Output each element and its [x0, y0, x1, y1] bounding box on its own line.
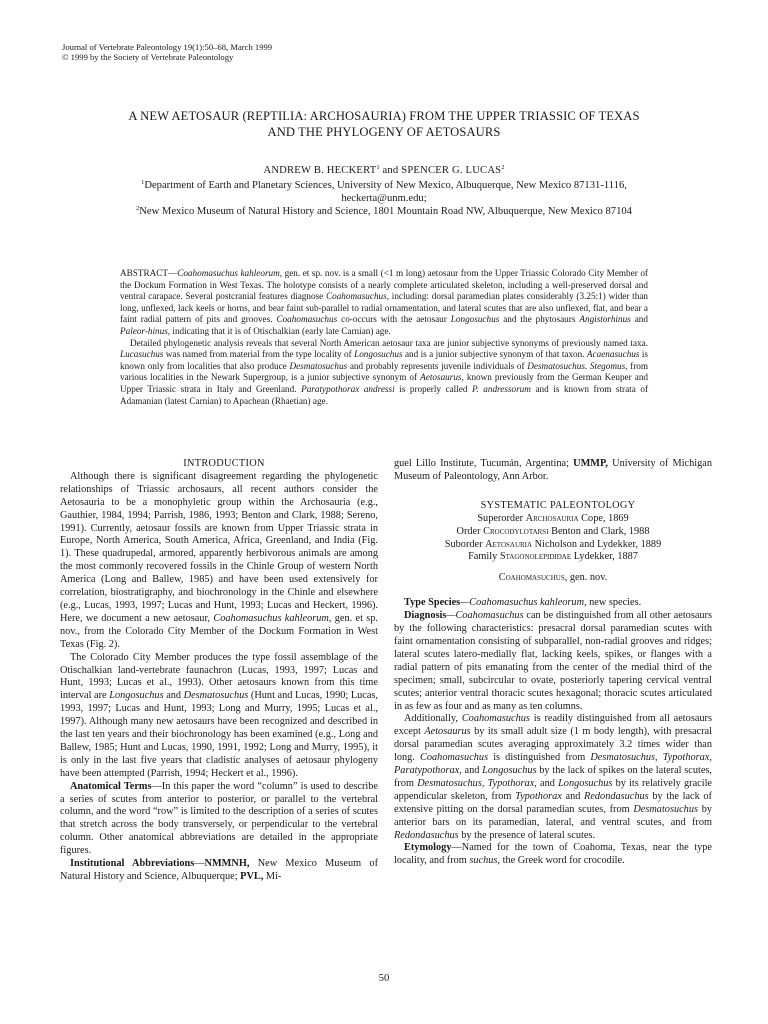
article-title: [40, 108, 728, 140]
institutional-abbreviations-paragraph: Institutional Abbreviations—NMMNH, New Mexico Museum of Natural History and Science, Albuquerque; PVL, Mi-: [60, 858, 378, 882]
affiliation-2-text: New Mexico Museum of Natural History and Science, 1801 Mountain Road NW, Albuquerque, New Mexico 87104: [139, 206, 632, 217]
anatomical-terms-paragraph: Anatomical Terms—In this paper the word “column” is used to describe a series of scutes from anterior to posterior, or parallel to the vertebral column, and the word “row” is limited to the description of a series of scutes that stretch across the body transversely, or perpendicular to the vertebral column. Other anatomical abbreviations are detailed in the appropriate figures.: [60, 780, 379, 857]
diagnosis-paragraph: Diagnosis—Coahomasuchus can be distinguished from all other aetosaurs by the following characteristics: presacral dorsal paramedian scutes with faint ornamentation consisting of subparallel, non-radial grooves and ridges; lateral scutes latero-medially flat, lacking keels, spikes, or flanges with a radial pattern of pits emanating from the center of the medial third of the specimen; small, subcircular to ovate, posteriorly tapering cervical ventral scutes; anterior ventral thoracic scutes hexagonal; thoracic scutes articulated in as few as four and as many as ten columns.: [394, 610, 712, 712]
taxon-genus: Coahomasuchus, gen. nov.: [498, 572, 608, 584]
author-email[interactable]: heckerta@unm.edu;: [341, 193, 427, 204]
title-line-1: A NEW AETOSAUR (REPTILIA: ARCHOSAURIA) FROM THE UPPER TRIASSIC OF TEXAS: [128, 109, 640, 123]
systematic-paleontology-heading: SYSTEMATIC PALEONTOLOGY: [480, 499, 636, 511]
abbreviations-continued: guel Lillo Institute, Tucumán, Argentina; UMMP, University of Michigan Museum of Paleontology, Ann Arbor.: [394, 458, 712, 482]
journal-copyright: © 1999 by the Society of Vertebrate Paleontology: [62, 52, 234, 62]
diagnosis-additional-paragraph: Additionally, Coahomasuchus is readily distinguished from all aetosaurs except Aetosaurus by its small adult size (1 m body length), with presacral dorsal paramedian scutes averaging approximately 3.2 times wider than long. Coahomasuchus is distinguished from Desmatosuchus, Typothorax, Paratypothorax, and Longosuchus by the lack of spikes on the lateral scutes, from Desmatosuchus, Typothorax, and Longosuchus by its relatively gracile appendicular skeleton, from Typothorax and Redondasuchus by the lack of extensive pitting on the dorsal paramedian scutes, from Desmatosuchus by anterior bars on its paramedian, lateral, and ventral scutes, and from Redondasuchus by the presence of lateral scutes.: [394, 713, 713, 841]
journal-header: [62, 42, 272, 62]
abstract: [120, 268, 648, 407]
introduction-heading: INTRODUCTION: [183, 458, 265, 469]
author-1: ANDREW B. HECKERT: [263, 165, 377, 176]
taxon-family: Family Stagonolepididae Lydekker, 1887: [468, 551, 638, 563]
taxon-order: Order Crocodylotarsi Benton and Clark, 1988: [456, 525, 650, 537]
page-number: 50: [378, 973, 390, 984]
author-1-mark: 1: [376, 164, 380, 171]
left-column: [60, 458, 378, 884]
affiliation-2: [40, 205, 728, 218]
title-line-2: AND THE PHYLOGENY OF AETOSAURS: [267, 125, 501, 139]
taxon-suborder: Suborder Aetosauria Nicholson and Lydekker, 1889: [444, 538, 662, 550]
journal-citation: Journal of Vertebrate Paleontology 19(1):50–68, March 1999: [62, 42, 273, 52]
affiliation-1-text: Department of Earth and Planetary Sciences, University of New Mexico, Albuquerque, New Mexico 87131-1116,: [144, 180, 627, 191]
affiliation-1-mark: 1: [141, 179, 145, 186]
author-2: and SPENCER G. LUCAS: [379, 165, 502, 176]
etymology-paragraph: Etymology—Named for the town of Coahoma, Texas, near the type locality, and from suchus, the Greek word for crocodile.: [394, 842, 712, 867]
taxon-superorder: Superorder Archosauria Cope, 1869: [477, 512, 629, 524]
affiliation-2-mark: 2: [136, 205, 140, 212]
author-2-mark: 2: [501, 164, 505, 171]
right-column: [394, 458, 712, 868]
abstract-paragraph-2: Detailed phylogenetic analysis reveals that several North American aetosaur taxa are junior subjective synonyms of previously named taxa. Lucasuchus was named from material from the type locality of Longosuchus and is a junior subjective synonym of that taxon. Acaenasuchus is known only from localities that also produce Desmatosuchus and probably represents juvenile individuals of Desmatosuchus. Stegomus, from various localities in the Newark Supergroup, is a junior subjective synonym of Aetosaurus, known previously from the German Keuper and Upper Triassic strata in Italy and Greenland. Paratypothorax andressi is properly called P. andressorum and is known from strata of Adamanian (latest Carnian) to Apachean (Rhaetian) age.: [120, 337, 649, 406]
author-block: [40, 164, 728, 218]
intro-paragraph-1: Although there is significant disagreement regarding the phylogenetic relationships of Triassic archosaurs, all recent authors consider the Aetosauria to be a monophyletic group within the Archosauria (e.g., Gauthier, 1984, 1994; Parrish, 1986, 1993; Benton and Clark, 1988; Sereno, 1991). Currently, aetosaur fossils are known from Upper Triassic strata in Europe, North America, South America, Africa, Greenland, and India (Fig. 1). These quadrupedal, armored, apparently herbivorous animals are among the most commonly recovered fossils in the Chinle Group of western North America (Long and Ballew, 1985) and have been used extensively for correlation, biostratigraphy, and biochronology in the Chinle and elsewhere (e.g., Lucas, 1993, 1997; Lucas and Hunt, 1993; Lucas and Heckert, 1996). Here, we document a new aetosaur, Coahomasuchus kahleorum, gen. et sp. nov., from the Colorado City Member of the Dockum Formation in West Texas (Fig. 2).: [60, 470, 379, 650]
author-names: [40, 164, 728, 177]
intro-paragraph-2: The Colorado City Member produces the type fossil assemblage of the Otischalkian land-vertebrate faunachron (Lucas, 1993, 1997; Lucas and Hunt, 1993; Lucas et al., 1993). Other aetosaurs known from this time interval are Longosuchus and Desmatosuchus (Hunt and Lucas, 1990; Lucas, 1993, 1997; Lucas and Hunt, 1993; Long and Murry, 1995; Lucas et al., 1997). Although many new aetosaurs have been recognized and described in the last ten years and their biochronology has been examined (e.g., Long and Ballew, 1985; Hunt and Lucas, 1990, 1991, 1992; Long and Murry, 1995), it is only in the last five years that cladistic analyses of aetosaur phylogeny have been attempted (Parrish, 1994; Heckert et al., 1996).: [60, 651, 378, 779]
abstract-paragraph-1: ABSTRACT—Coahomasuchus kahleorum, gen. et sp. nov. is a small (<1 m long) aetosaur from the Upper Triassic Colorado City Member of the Dockum Formation in West Texas. The holotype consists of a nearly complete articulated skeleton, including a well-preserved dorsal and ventral carapace. Several postcranial features diagnose Coahomasuchus, including: dorsal paramedian plates considerably (3.25:1) wider than long, unflexed, lack keels or horns, and bear faint sub-parallel to radial ornamentation, and lateral scutes that are also unflexed, flat, and bear a faint radial pattern of pits and grooves. Coahomasuchus co-occurs with the aetosaur Longosuchus and the phytosaurs Angistorhinus and Paleor-hinus, indicating that it is of Otischalkian (early late Carnian) age.: [120, 268, 648, 336]
affiliation-1: [40, 179, 728, 192]
type-species-paragraph: Type Species—Coahomasuchus kahleorum, new species.: [404, 597, 642, 609]
